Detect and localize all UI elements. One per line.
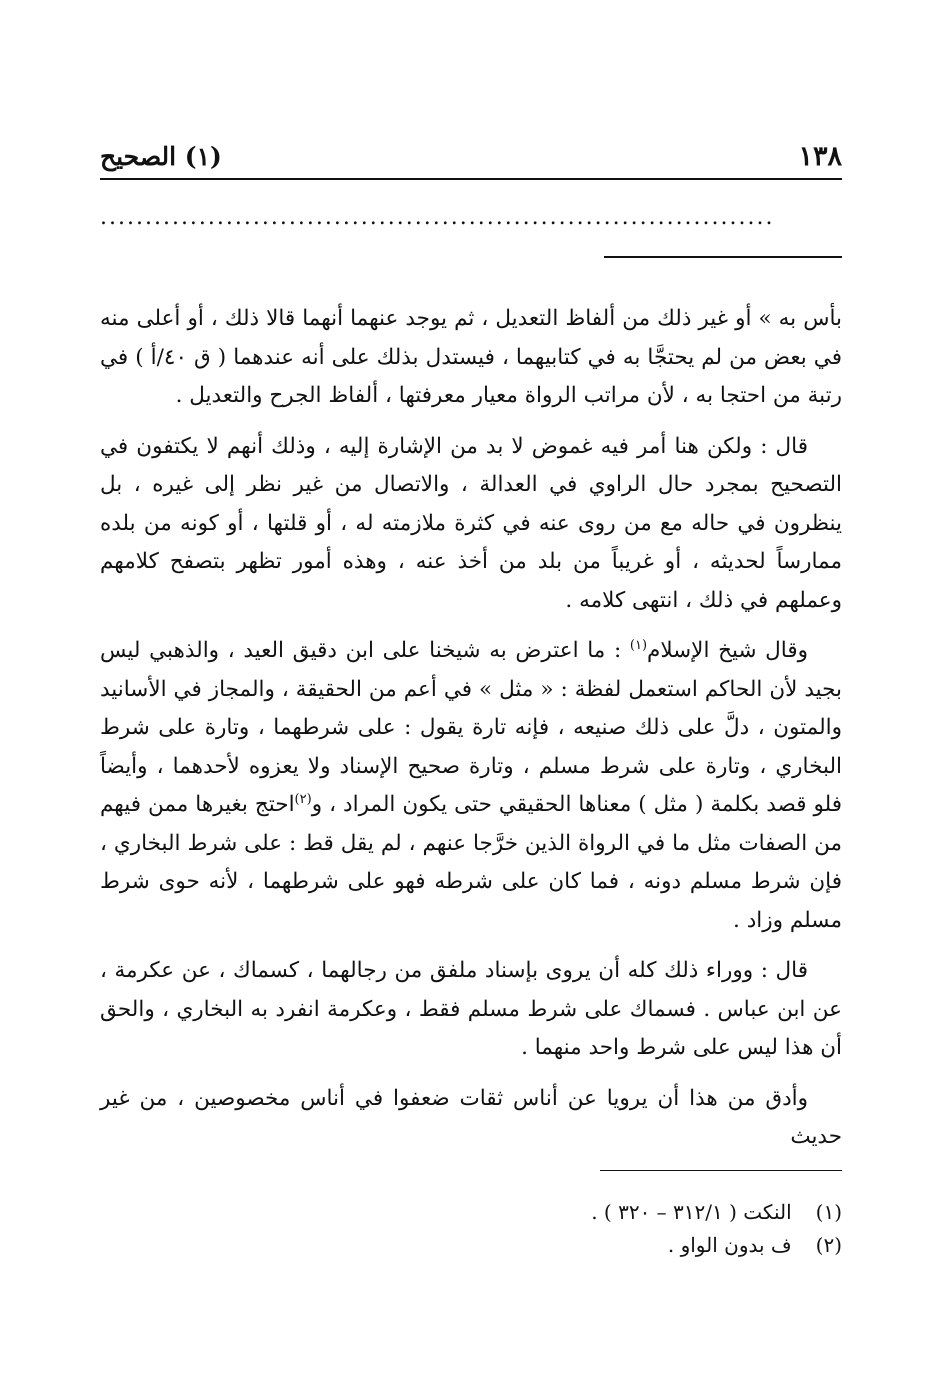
footnote-rule	[600, 1170, 842, 1171]
footnote-2	[100, 1229, 842, 1262]
running-title: (١) الصحيح	[100, 142, 222, 171]
paragraph-4: قال : ووراء ذلك كله أن يروى بإسناد ملفق من رجالهما ، كسماك ، عن عكرمة ، عن ابن عباس . فسماك على شرط مسلم فقط ، وعكرمة انفرد به البخاري ، والحق أن هذا ليس على شرط واحد منهما .	[100, 958, 842, 1060]
footnote-number: (٢)	[815, 1233, 842, 1257]
footnote-text: النكت ( ٣١٢/١ – ٣٢٠ ) .	[591, 1200, 792, 1224]
paragraph-2: قال : ولكن هنا أمر فيه غموض لا بد من الإشارة إليه ، وذلك أنهم لا يكتفون في التصحيح بمجرد حال الراوي في العدالة ، والاتصال من غير نظر إلى غيره ، بل ينظرون في حاله مع من روى عنه في كثرة ملازمته له ، أو قلتها ، أو كونه من بلده ممارساً لحديثه ، أو غريباً من بلد من أخذ عنه ، وهذه أمور تظهر بتصفح كلامهم وعملهم في ذلك ، انتهى كلامه .	[100, 433, 842, 613]
paragraph-1: بأس به » أو غير ذلك من ألفاظ التعديل ، ثم يوجد عنهما أنهما قالا ذلك ، أو أعلى منه في بعض من لم يحتجَّا به في كتابيهما ، فيستدل بذلك على أنه عندهما ( ق ٤٠/أ ) في رتبة من احتجا به ، لأن مراتب الرواة معيار معرفتها ، ألفاظ الجرح والتعديل .	[100, 306, 842, 408]
footnotes	[100, 1196, 842, 1262]
paragraph-3-text-b: : ما اعترض به شيخنا على ابن دقيق العيد ، والذهبي ليس بجيد لأن الحاكم استعمل لفظة : « مثل » في أعم من الحقيقة ، والمجاز في الأسانيد والمتون ، دلَّ على ذلك صنيعه ، فإنه تارة يقول : على شرطهما ، وتارة على شرط البخاري ، وتارة على شرط مسلم ، وتارة صحيح الإسناد ولا يعزوه لأحدهما ، وأيضاً فلو قصد بكلمة ( مثل ) معناها الحقيقي حتى يكون المراد ، و	[100, 638, 842, 817]
footnote-text: ف بدون الواو .	[667, 1233, 792, 1257]
paragraph-3-text-a: وقال شيخ الإسلام	[647, 638, 808, 663]
page-number: ١٣٨	[798, 141, 842, 172]
paragraph-3	[100, 632, 842, 940]
page-header	[100, 138, 842, 180]
paragraph-5: وأدق من هذا أن يرويا عن أناس ثقات ضعفوا في أناس مخصوصين ، من غير حديث	[100, 1085, 842, 1149]
section-separator	[604, 256, 842, 258]
footnote-ref-2[interactable]: (٢)	[294, 791, 312, 807]
footnote-ref-1[interactable]: (١)	[629, 637, 648, 653]
omission-dots: ...........................................................................	[100, 205, 775, 230]
footnote-number: (١)	[815, 1200, 842, 1224]
paragraph-3-text-c: احتج بغيرها ممن فيهم من الصفات مثل ما في الرواة الذين خرَّجا عنهم ، لم يقل قط : على شرط البخاري ، فإن شرط مسلم دونه ، فما كان على شرطه فهو على شرطهما ، لأنه حوى شرط مسلم وزاد .	[100, 792, 842, 933]
footnote-1	[100, 1196, 842, 1229]
body-text	[100, 300, 842, 1169]
